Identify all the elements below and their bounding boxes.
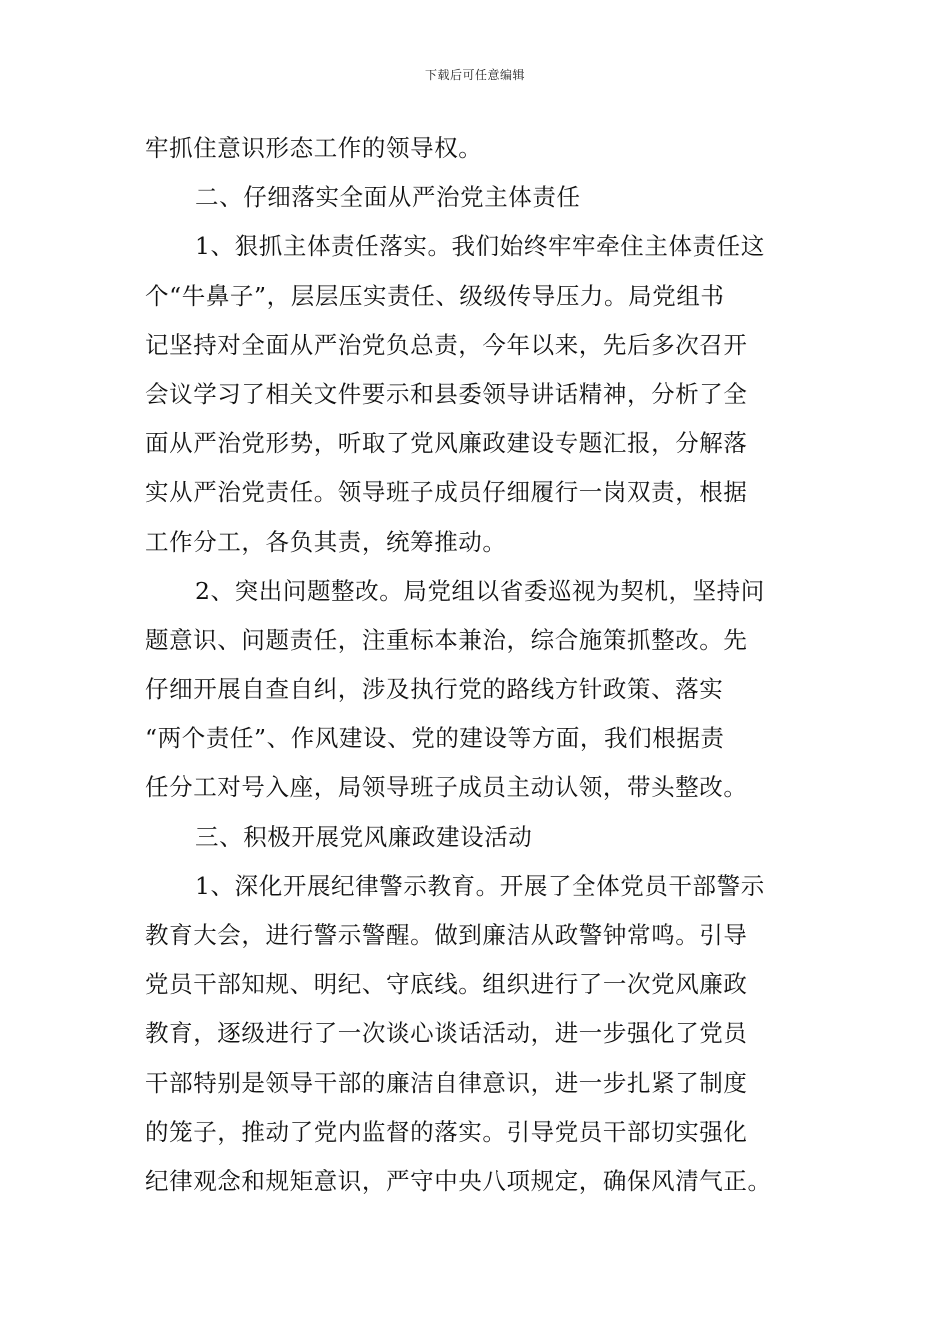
text-line: “两个责任”、作风建设、党的建设等方面，我们根据责 (145, 724, 725, 753)
text-line: 党员干部知规、明纪、守底线。组织进行了一次党风廉政 (145, 970, 748, 999)
text-line: 个“牛鼻子”，层层压实责任、级级传导压力。局党组书 (145, 281, 725, 310)
text-line: 题意识、问题责任，注重标本兼治，综合施策抓整改。先 (145, 625, 748, 654)
text-line: 2、突出问题整改。局党组以省委巡视为契机，坚持问 (195, 576, 765, 605)
text-line: 纪律观念和规矩意识，严守中央八项规定，确保风清气正。 (145, 1166, 772, 1195)
text-line: 牢抓住意识形态工作的领导权。 (145, 134, 483, 162)
text-line: 干部特别是领导干部的廉洁自律意识，进一步扎紧了制度 (145, 1068, 748, 1097)
text-line: 工作分工，各负其责，统筹推动。 (145, 527, 507, 556)
text-line: 二、仔细落实全面从严治党主体责任 (195, 183, 581, 212)
text-line: 任分工对号入座，局领导班子成员主动认领，带头整改。 (145, 773, 748, 802)
text-line: 教育，逐级进行了一次谈心谈话活动，进一步强化了党员 (145, 1019, 748, 1048)
text-line: 三、积极开展党风廉政建设活动 (195, 822, 533, 851)
text-line: 会议学习了相关文件要示和县委领导讲话精神，分析了全 (145, 379, 748, 408)
text-line: 记坚持对全面从严治党负总责，今年以来，先后多次召开 (145, 330, 748, 359)
text-line: 面从严治党形势，听取了党风廉政建设专题汇报，分解落 (145, 429, 748, 458)
text-line: 的笼子，推动了党内监督的落实。引导党员干部切实强化 (145, 1117, 748, 1146)
text-line: 实从严治党责任。领导班子成员仔细履行一岗双责，根据 (145, 478, 748, 507)
text-line: 仔细开展自查自纠，涉及执行党的路线方针政策、落实 (145, 675, 724, 704)
text-line: 1、深化开展纪律警示教育。开展了全体党员干部警示 (195, 871, 765, 900)
text-line: 1、狠抓主体责任落实。我们始终牢牢牵住主体责任这 (195, 232, 765, 261)
document-body (145, 124, 815, 1206)
text-line: 教育大会，进行警示警醒。做到廉洁从政警钟常鸣。引导 (145, 921, 748, 949)
header-note: 下载后可任意编辑 (424, 68, 525, 82)
